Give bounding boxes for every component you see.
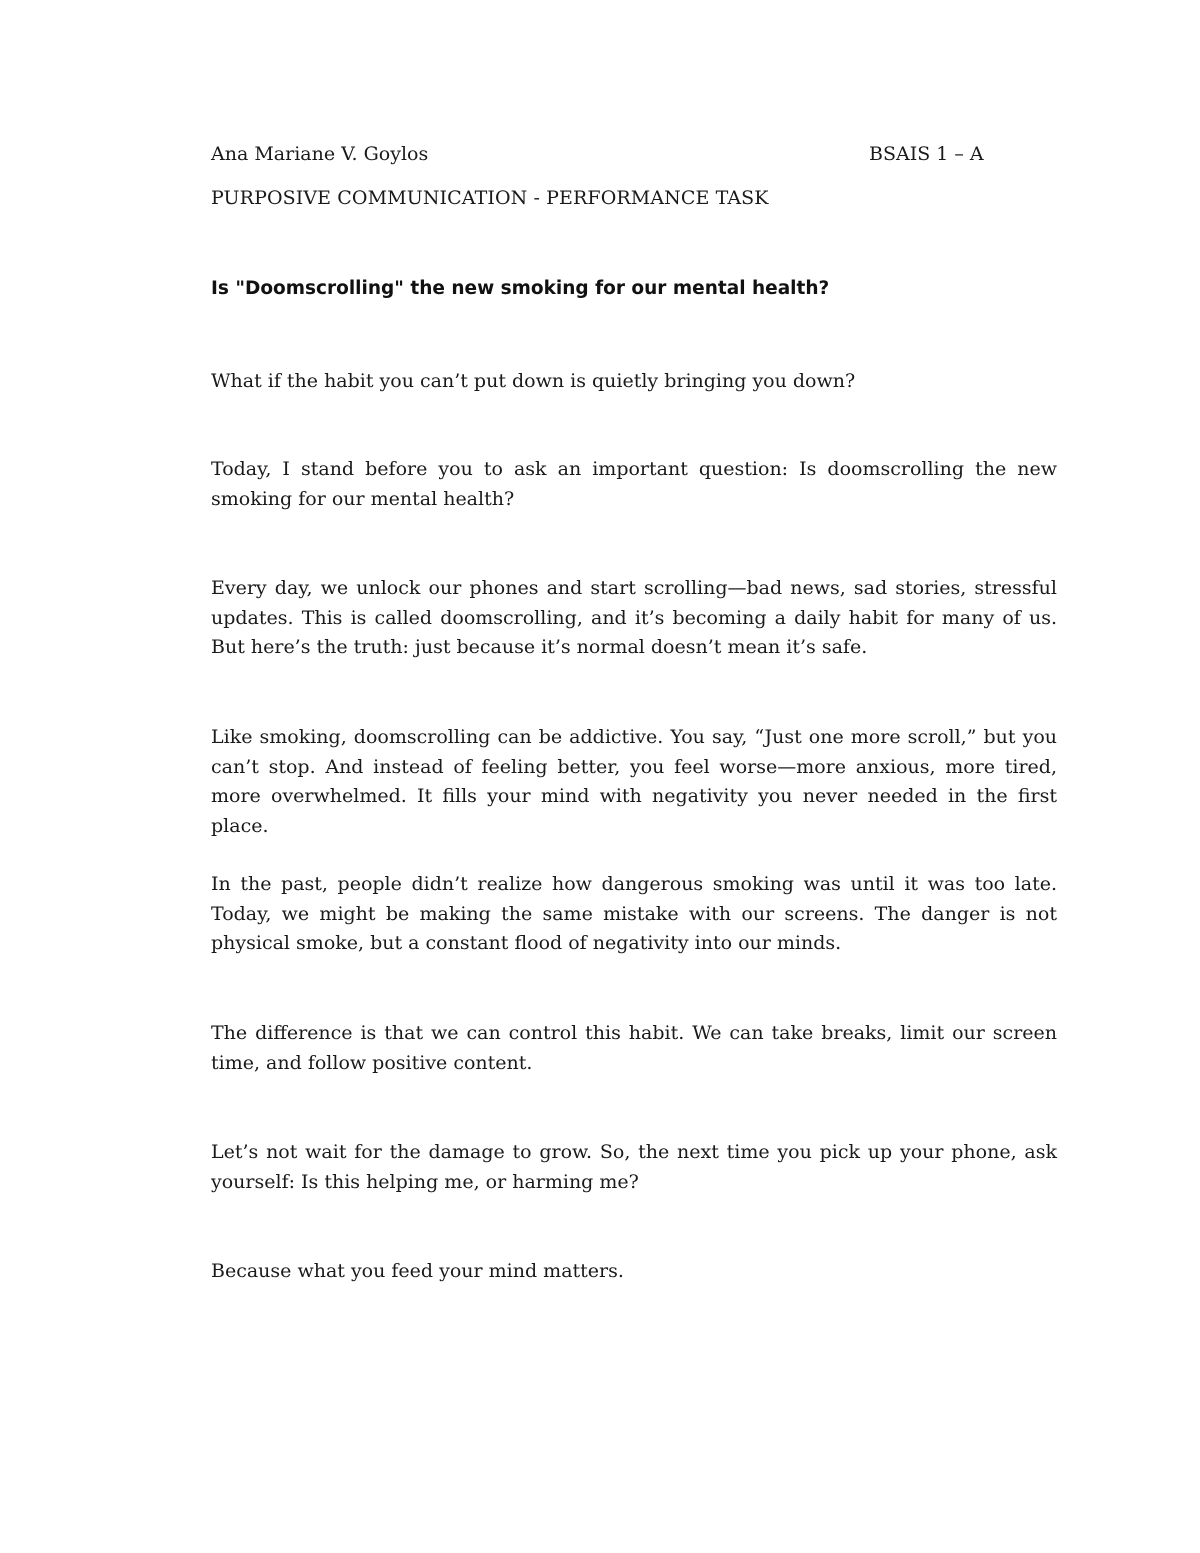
paragraph-3: Every day, we unlock our phones and start scrolling—bad news, sad stories, stressful updates. This is called doomscrolling, and it’s becoming a daily habit for many of us. But here’s the truth: just because it’s normal doesn’t mean it’s safe. (211, 577, 1057, 658)
section-label: BSAIS 1 – A (869, 143, 984, 165)
document-title: Is "Doomscrolling" the new smoking for our mental health? (211, 278, 830, 299)
paragraph-6: The difference is that we can control this habit. We can take breaks, limit our screen time, and follow positive content. (211, 1022, 1057, 1074)
paragraph-2: Today, I stand before you to ask an important question: Is doomscrolling the new smoking for our mental health? (211, 458, 1057, 510)
paragraph-4: Like smoking, doomscrolling can be addictive. You say, “Just one more scroll,” but you can’t stop. And instead of feeling better, you feel worse—more anxious, more tired, more overwhelmed. It fills your mind with negativity you never needed in the first place. (211, 726, 1057, 837)
paragraph-8: Because what you feed your mind matters. (211, 1260, 624, 1282)
paragraph-7: Let’s not wait for the damage to grow. So, the next time you pick up your phone, ask yourself: Is this helping me, or harming me? (211, 1141, 1057, 1193)
paragraph-5: In the past, people didn’t realize how dangerous smoking was until it was too late. Today, we might be making the same mistake with our screens. The danger is not physical smoke, but a constant flood of negativity into our minds. (211, 873, 1057, 954)
course-title: PURPOSIVE COMMUNICATION - PERFORMANCE TASK (211, 187, 769, 209)
author-name: Ana Mariane V. Goylos (211, 143, 429, 165)
paragraph-1: What if the habit you can’t put down is quietly bringing you down? (211, 370, 856, 392)
header-row (211, 143, 1057, 173)
